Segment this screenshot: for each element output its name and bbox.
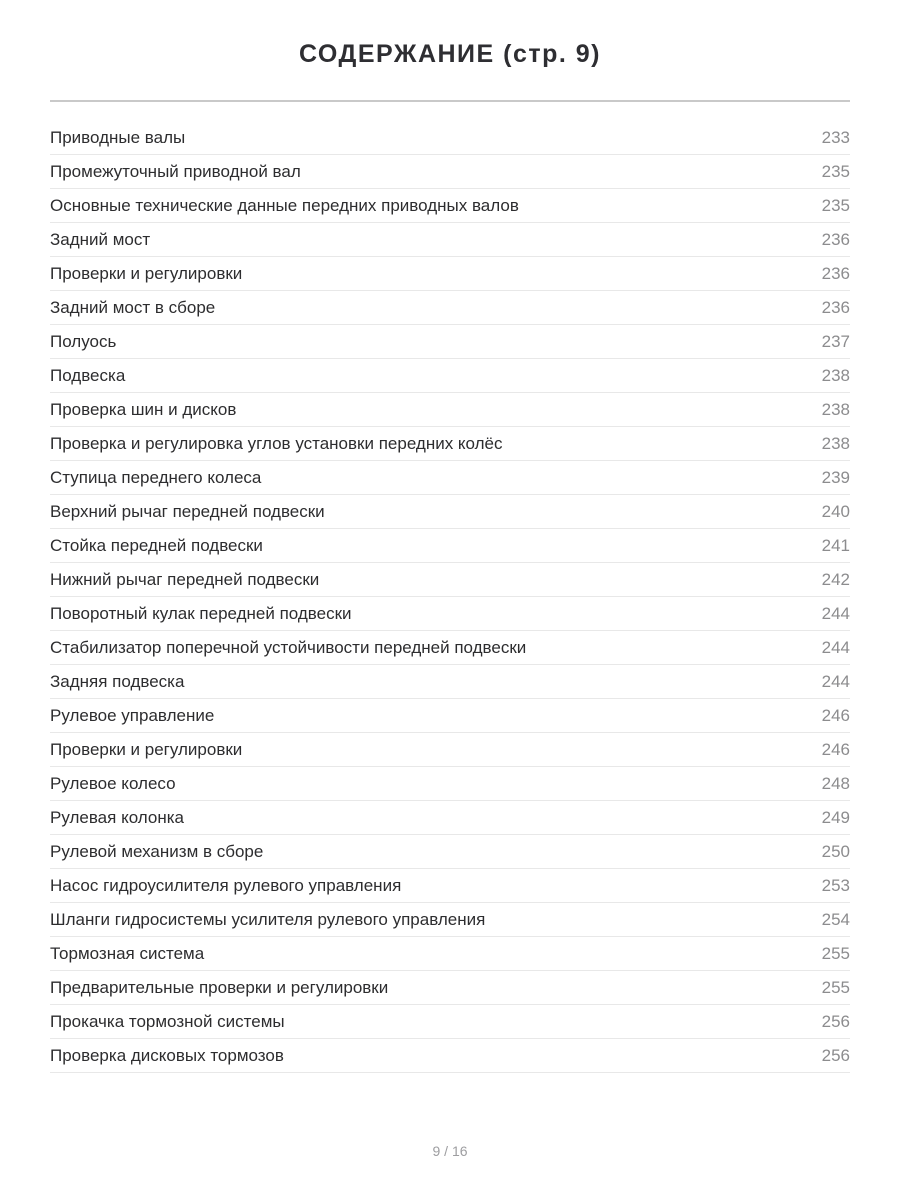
- toc-entry-label: Проверки и регулировки: [50, 263, 243, 283]
- toc-entry-label: Рулевой механизм в сборе: [50, 841, 264, 861]
- toc-entry-page-number: 256: [821, 1045, 850, 1065]
- toc-entry-page-number: 256: [821, 1011, 850, 1031]
- toc-entry-label: Рулевое управление: [50, 705, 215, 725]
- toc-entry-row: [50, 733, 850, 767]
- toc-entry-page-number: 238: [821, 399, 850, 419]
- toc-entry-page-number: 239: [821, 467, 850, 487]
- toc-entry-label: Проверка дисковых тормозов: [50, 1045, 284, 1065]
- toc-entry-page-number: 237: [821, 331, 850, 351]
- toc-entry-label: Шланги гидросистемы усилителя рулевого управления: [50, 909, 486, 929]
- toc-entry-label: Верхний рычаг передней подвески: [50, 501, 325, 521]
- toc-entry-row: [50, 393, 850, 427]
- toc-entry-label: Рулевое колесо: [50, 773, 176, 793]
- toc-entry-page-number: 246: [821, 705, 850, 725]
- toc-entry-label: Стабилизатор поперечной устойчивости передней подвески: [50, 637, 527, 657]
- toc-entry-label: Ступица переднего колеса: [50, 467, 262, 487]
- toc-entry-row: [50, 1039, 850, 1073]
- toc-entry-label: Задний мост: [50, 229, 151, 249]
- toc-entry-label: Тормозная система: [50, 943, 205, 963]
- toc-entry-row: [50, 529, 850, 563]
- page-title: СОДЕРЖАНИЕ (стр. 9): [298, 40, 602, 68]
- toc-entry-row: [50, 461, 850, 495]
- toc-entry-label: Поворотный кулак передней подвески: [50, 603, 352, 623]
- toc-entry-row: [50, 155, 850, 189]
- toc-entry-page-number: 236: [821, 297, 850, 317]
- toc-entry-row: [50, 223, 850, 257]
- toc-entry-page-number: 248: [821, 773, 850, 793]
- toc-entry-row: [50, 359, 850, 393]
- toc-entry-row: [50, 801, 850, 835]
- toc-content: [50, 0, 850, 1073]
- toc-entry-row: [50, 835, 850, 869]
- toc-entry-page-number: 249: [821, 807, 850, 827]
- toc-entry-label: Насос гидроусилителя рулевого управления: [50, 875, 402, 895]
- toc-entry-label: Задний мост в сборе: [50, 297, 216, 317]
- toc-entry-label: Проверка и регулировка углов установки передних колёс: [50, 433, 503, 453]
- toc-entry-row: [50, 325, 850, 359]
- toc-entry-row: [50, 767, 850, 801]
- toc-list: [50, 121, 850, 1073]
- toc-entry-row: [50, 699, 850, 733]
- toc-entry-page-number: 242: [821, 569, 850, 589]
- toc-entry-label: Проверка шин и дисков: [50, 399, 237, 419]
- toc-entry-page-number: 244: [821, 603, 850, 623]
- toc-entry-row: [50, 903, 850, 937]
- toc-entry-label: Нижний рычаг передней подвески: [50, 569, 320, 589]
- toc-entry-label: Основные технические данные передних приводных валов: [50, 195, 519, 215]
- title-divider: [50, 100, 850, 102]
- toc-entry-page-number: 233: [821, 127, 850, 147]
- toc-entry-row: [50, 665, 850, 699]
- toc-entry-page-number: 246: [821, 739, 850, 759]
- toc-entry-page-number: 244: [821, 671, 850, 691]
- toc-entry-label: Предварительные проверки и регулировки: [50, 977, 389, 997]
- toc-entry-label: Полуось: [50, 331, 117, 351]
- toc-entry-label: Подвеска: [50, 365, 126, 385]
- toc-entry-page-number: 254: [821, 909, 850, 929]
- toc-entry-page-number: 238: [821, 365, 850, 385]
- toc-entry-row: [50, 631, 850, 665]
- toc-entry-label: Рулевая колонка: [50, 807, 184, 827]
- toc-entry-page-number: 235: [821, 195, 850, 215]
- toc-entry-row: [50, 1005, 850, 1039]
- toc-entry-page-number: 236: [821, 263, 850, 283]
- toc-entry-row: [50, 121, 850, 155]
- toc-entry-page-number: 255: [821, 977, 850, 997]
- toc-entry-page-number: 236: [821, 229, 850, 249]
- toc-entry-page-number: 238: [821, 433, 850, 453]
- toc-entry-label: Задняя подвеска: [50, 671, 185, 691]
- toc-entry-row: [50, 563, 850, 597]
- toc-entry-row: [50, 495, 850, 529]
- toc-entry-page-number: 235: [821, 161, 850, 181]
- toc-entry-page-number: 250: [821, 841, 850, 861]
- toc-entry-row: [50, 937, 850, 971]
- toc-entry-label: Промежуточный приводной вал: [50, 161, 301, 181]
- toc-entry-row: [50, 869, 850, 903]
- toc-entry-row: [50, 597, 850, 631]
- toc-entry-page-number: 240: [821, 501, 850, 521]
- toc-entry-row: [50, 189, 850, 223]
- toc-entry-label: Стойка передней подвески: [50, 535, 263, 555]
- toc-entry-label: Проверки и регулировки: [50, 739, 243, 759]
- toc-entry-row: [50, 971, 850, 1005]
- toc-entry-row: [50, 427, 850, 461]
- toc-entry-row: [50, 291, 850, 325]
- toc-entry-row: [50, 257, 850, 291]
- page-number-indicator: 9 / 16: [432, 1143, 468, 1159]
- toc-entry-page-number: 253: [821, 875, 850, 895]
- toc-entry-page-number: 255: [821, 943, 850, 963]
- toc-entry-page-number: 241: [821, 535, 850, 555]
- toc-entry-page-number: 244: [821, 637, 850, 657]
- toc-entry-label: Прокачка тормозной системы: [50, 1011, 285, 1031]
- toc-entry-label: Приводные валы: [50, 127, 186, 147]
